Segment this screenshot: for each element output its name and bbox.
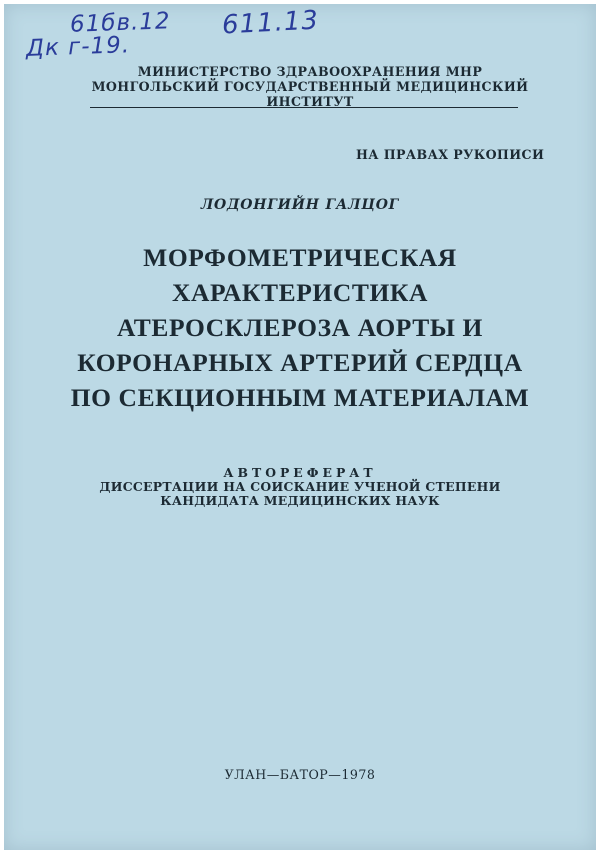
document-cover: [4, 4, 596, 850]
author-name: ЛОДОНГИЙН ГАЛЦОГ: [200, 197, 400, 213]
rights-note: НА ПРАВАХ РУКОПИСИ: [356, 147, 545, 162]
title-line-4: КОРОНАРНЫХ АРТЕРИЙ СЕРДЦА: [77, 348, 523, 377]
handwritten-code-top: 61бв.12: [69, 8, 172, 38]
title-line-3: АТЕРОСКЛЕРОЗА АОРТЫ И: [117, 313, 483, 342]
place-and-year: УЛАН—БАТОР—1978: [224, 767, 376, 782]
handwritten-call-number: 611.13: [221, 5, 320, 41]
header-divider: [90, 107, 518, 108]
title-line-2: ХАРАКТЕРИСТИКА: [171, 278, 429, 307]
subtitle-field: КАНДИДАТА МЕДИЦИНСКИХ НАУК: [160, 493, 440, 508]
title-line-1: МОРФОМЕТРИЧЕСКАЯ: [143, 243, 457, 272]
subtitle-abstract: АВТОРЕФЕРАТ: [223, 465, 377, 480]
subtitle-degree: ДИССЕРТАЦИИ НА СОИСКАНИЕ УЧЕНОЙ СТЕПЕНИ: [99, 479, 501, 494]
dissertation-title: [24, 240, 576, 415]
title-line-5: ПО СЕКЦИОННЫМ МАТЕРИАЛАМ: [70, 383, 530, 412]
header-line-institute: ИНСТИТУТ: [266, 94, 354, 109]
header-line-ministry: МИНИСТЕРСТВО ЗДРАВООХРАНЕНИЯ МНР: [137, 64, 483, 79]
handwritten-code-second: Дк г-19.: [25, 32, 131, 62]
header-line-university: МОНГОЛЬСКИЙ ГОСУДАРСТВЕННЫЙ МЕДИЦИНСКИЙ: [91, 79, 529, 94]
institution-header: [90, 64, 530, 109]
document-type: [44, 466, 556, 508]
